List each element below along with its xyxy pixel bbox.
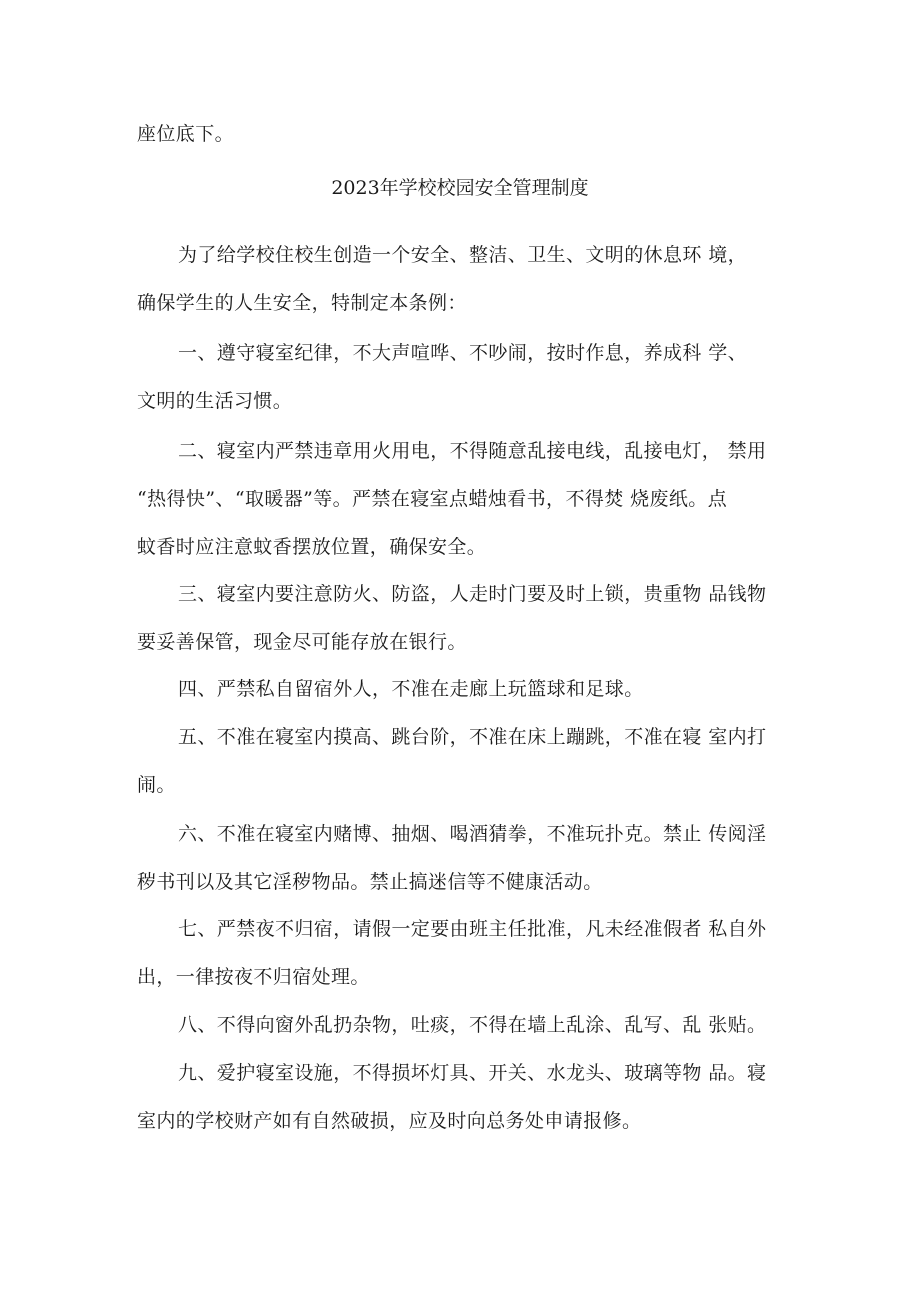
text-line: 室内的学校财产如有自然破损，应及时向总务处申请报修。: [137, 1110, 642, 1132]
text-line: 九、爱护寝室设施，不得损坏灯具、开关、水龙头、玻璃等物 品。寝: [178, 1062, 767, 1084]
text-line: 蚊香时应注意蚊香摆放位置，确保安全。: [137, 536, 487, 558]
text-line: 要妥善保管，现金尽可能存放在银行。: [137, 631, 467, 653]
text-line: 七、严禁夜不归宿，请假一定要由班主任批准，凡未经准假者 私自外: [178, 918, 767, 940]
text-line: 二、寝室内严禁违章用火用电，不得随意乱接电线，乱接电灯， 禁用: [178, 440, 767, 462]
text-line: 确保学生的人生安全，特制定本条例：: [137, 292, 467, 314]
text-line: 文明的生活习惯。: [137, 390, 293, 412]
text-line: 八、不得向窗外乱扔杂物，吐痰，不得在墙上乱涂、乱写、乱 张贴。: [178, 1014, 767, 1036]
text-line: 四、严禁私自留宿外人，不准在走廊上玩篮球和足球。: [178, 678, 644, 700]
text-line: 闹。: [137, 774, 176, 796]
text-line: 座位底下。: [137, 123, 235, 145]
document-title: 2023年学校校园安全管理制度: [331, 177, 589, 199]
text-line: 一、遵守寝室纪律，不大声喧哗、不吵闹，按时作息，养成科 学、: [178, 342, 748, 364]
text-line: 为了给学校住校生创造一个安全、整洁、卫生、文明的休息环 境，: [178, 244, 748, 266]
text-line: 秽书刊以及其它淫秽物品。禁止搞迷信等不健康活动。: [137, 871, 603, 893]
text-line: 出，一律按夜不归宿处理。: [137, 966, 370, 988]
text-line: 五、不准在寝室内摸高、跳台阶，不准在床上蹦跳，不准在寝 室内打: [178, 726, 767, 748]
text-line: 六、不准在寝室内赌博、抽烟、喝酒猜拳，不准玩扑克。禁止 传阅淫: [178, 823, 767, 845]
text-line: “热得快”、“取暖器”等。严禁在寝室点蜡烛看书，不得焚 烧废纸。点: [137, 488, 728, 510]
text-line: 三、寝室内要注意防火、防盗，人走时门要及时上锁，贵重物 品钱物: [178, 583, 767, 605]
